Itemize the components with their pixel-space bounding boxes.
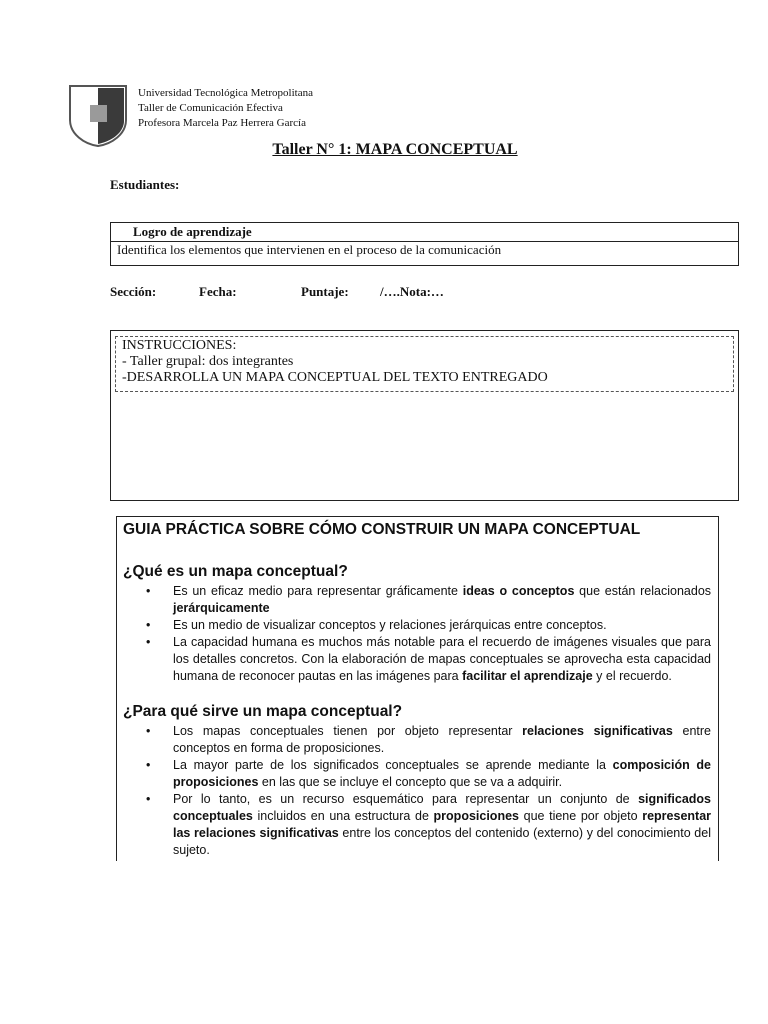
learning-outcome-text: Identifica los elementos que intervienen en el proceso de la comunicación <box>117 242 502 257</box>
instructions-box <box>110 330 739 501</box>
document-header <box>138 86 313 131</box>
fecha-label: Fecha: <box>199 284 237 299</box>
instructions-line-1: - Taller grupal: dos integrantes <box>122 354 294 369</box>
instructions-panel <box>115 336 734 392</box>
seccion-label: Sección: <box>110 284 157 299</box>
instructions-heading: INSTRUCCIONES: <box>122 338 237 353</box>
learning-outcome-box <box>110 222 739 266</box>
list-item: • Es un eficaz medio para representar gráficamente ideas o conceptos que están relacionados jerárquicamente <box>117 583 717 617</box>
learning-outcome-heading: Logro de aprendizaje <box>111 223 738 242</box>
section-purpose-list <box>117 723 717 859</box>
practical-guide <box>116 516 719 861</box>
university-name: Universidad Tecnológica Metropolitana <box>138 87 313 99</box>
list-item: • La capacidad humana es muchos más notable para el recuerdo de imágenes visuales que para los detalles concretos. Con la elaboración de mapas conceptuales se aprovecha esta capacidad humana de reconocer pautas en las imágenes para facilitar el aprendizaje y el recuerdo. <box>117 634 717 685</box>
university-logo <box>68 84 128 148</box>
section-what-list <box>117 583 717 685</box>
professor-name: Profesora Marcela Paz Herrera García <box>138 117 306 129</box>
students-label: Estudiantes: <box>110 177 180 192</box>
course-name: Taller de Comunicación Efectiva <box>138 102 283 114</box>
instructions-line-2: -DESARROLLA UN MAPA CONCEPTUAL DEL TEXTO ENTREGADO <box>122 370 548 385</box>
list-item: • Por lo tanto, es un recurso esquemático para representar un conjunto de significados conceptuales incluidos en una estructura de proposiciones que tiene por objeto representar las relaciones significativas entre los conceptos del contenido (externo) y del conocimiento del sujeto. <box>117 791 717 859</box>
section-what-heading: ¿Qué es un mapa conceptual? <box>123 563 348 580</box>
section-purpose-heading: ¿Para qué sirve un mapa conceptual? <box>123 703 403 720</box>
page-title: Taller N° 1: MAPA CONCEPTUAL <box>272 141 518 158</box>
list-item: • La mayor parte de los significados conceptuales se aprende mediante la composición de proposiciones en las que se incluye el concepto que se va a adquirir. <box>117 757 717 791</box>
list-item: • Es un medio de visualizar conceptos y relaciones jerárquicas entre conceptos. <box>117 617 717 634</box>
list-item: • Los mapas conceptuales tienen por objeto representar relaciones significativas entre conceptos en forma de proposiciones. <box>117 723 717 757</box>
puntaje-label: Puntaje: <box>301 284 349 299</box>
guide-title: GUIA PRÁCTICA SOBRE CÓMO CONSTRUIR UN MAPA CONCEPTUAL <box>123 521 641 538</box>
nota-label: /….Nota:… <box>380 284 444 299</box>
